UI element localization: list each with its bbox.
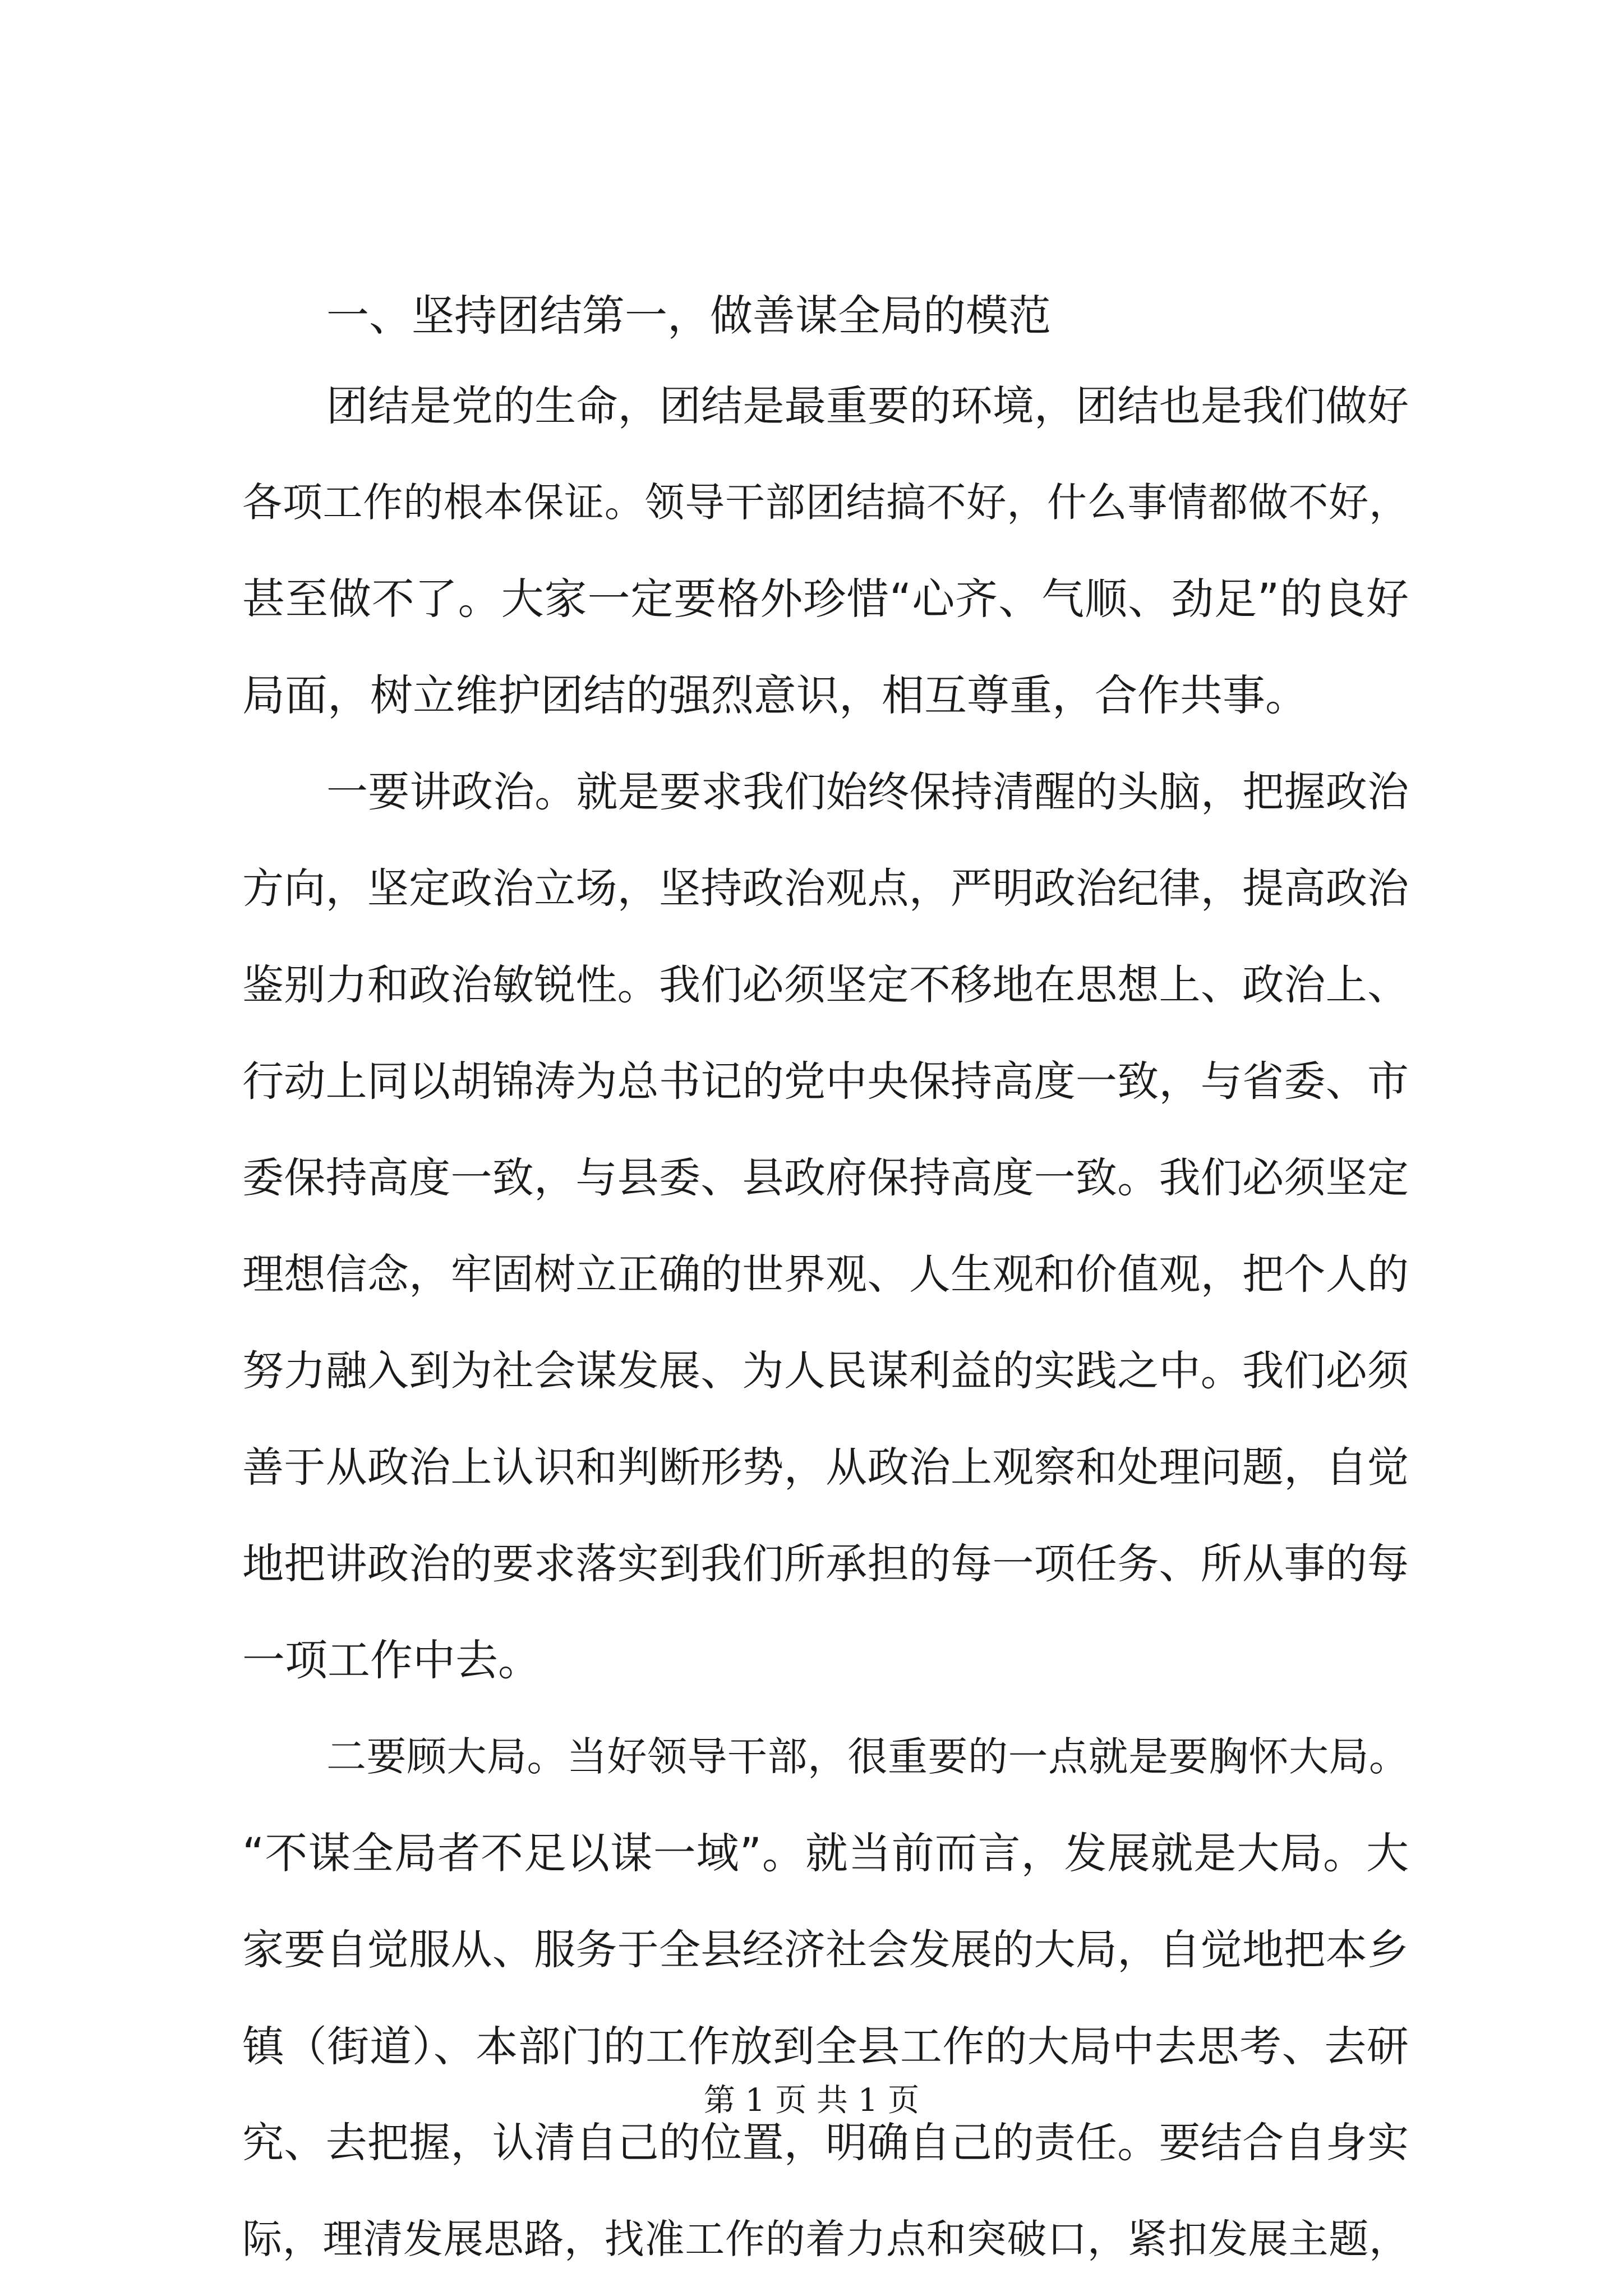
paragraph-line: 究、去把握，认清自己的位置，明确自己的责任。要结合自身实 bbox=[242, 2119, 1409, 2167]
paragraph-line: 家要自觉服从、服务于全县经济社会发展的大局，自觉地把本乡 bbox=[242, 1926, 1409, 1974]
paragraph-line: 善于从政治上认识和判断形势，从政治上观察和处理问题，自觉 bbox=[242, 1443, 1409, 1492]
paragraph bbox=[242, 744, 1409, 1709]
paragraph-line: 努力融入到为社会谋发展、为人民谋利益的实践之中。我们必须 bbox=[242, 1347, 1409, 1395]
paragraph-line: 一项工作中去。 bbox=[242, 1635, 541, 1685]
paragraph-line: 团结是党的生命，团结是最重要的环境，团结也是我们做好 bbox=[326, 382, 1409, 430]
paragraph-line: 鉴别力和政治敏锐性。我们必须坚定不移地在思想上、政治上、 bbox=[242, 961, 1409, 1009]
page-number-footer: 第 1 页 共 1 页 bbox=[703, 2082, 920, 2119]
section-heading: 一、坚持团结第一，做善谋全局的模范 bbox=[326, 291, 1051, 341]
paragraph-line: 委保持高度一致，与县委、县政府保持高度一致。我们必须坚定 bbox=[242, 1154, 1409, 1202]
paragraph-line: 一要讲政治。就是要求我们始终保持清醒的头脑，把握政治 bbox=[326, 768, 1409, 816]
paragraph-line: 行动上同以胡锦涛为总书记的党中央保持高度一致，与省委、市 bbox=[242, 1057, 1409, 1106]
paragraph-line: “不谋全局者不足以谋一域”。就当前而言，发展就是大局。大 bbox=[242, 1828, 1409, 1878]
paragraph-line: 镇（街道）、本部门的工作放到全县工作的大局中去思考、去研 bbox=[242, 2022, 1409, 2071]
paragraph-line: 理想信念，牢固树立正确的世界观、人生观和价值观，把个人的 bbox=[242, 1250, 1409, 1299]
paragraph-line: 各项工作的根本保证。领导干部团结搞不好，什么事情都做不好， bbox=[242, 479, 1409, 526]
paragraph-line: 际，理清发展思路，找准工作的着力点和突破口，紧扣发展主题， bbox=[242, 2216, 1409, 2262]
paragraph bbox=[242, 358, 1409, 744]
paragraph-line: 甚至做不了。大家一定要格外珍惜“心齐、气顺、劲足”的良好 bbox=[242, 574, 1409, 624]
paragraph-line: 地把讲政治的要求落实到我们所承担的每一项任务、所从事的每 bbox=[242, 1540, 1409, 1588]
paragraph-line: 二要顾大局。当好领导干部，很重要的一点就是要胸怀大局。 bbox=[326, 1733, 1409, 1780]
paragraph-line: 局面，树立维护团结的强烈意识，相互尊重，合作共事。 bbox=[242, 670, 1308, 720]
paragraph bbox=[242, 1709, 1409, 2288]
document-body bbox=[242, 274, 1409, 2288]
paragraph-line: 方向，坚定政治立场，坚持政治观点，严明政治纪律，提高政治 bbox=[242, 864, 1409, 913]
